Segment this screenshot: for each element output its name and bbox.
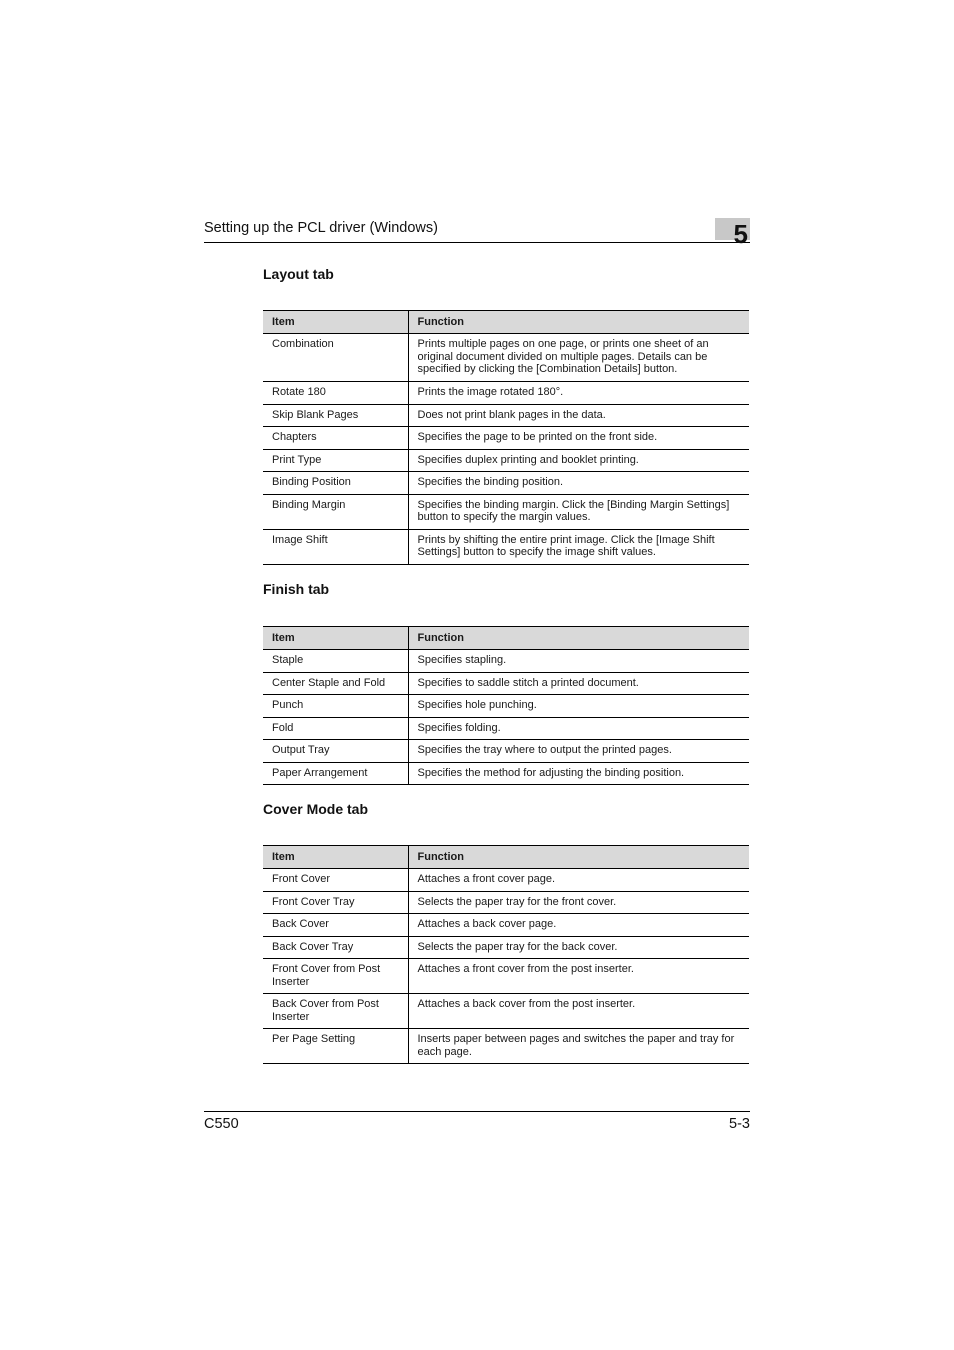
item-cell: Binding Margin	[263, 494, 408, 529]
function-cell: Specifies to saddle stitch a printed document.	[408, 672, 749, 695]
item-cell: Punch	[263, 695, 408, 718]
item-cell: Back Cover from Post Inserter	[263, 994, 408, 1029]
page-header	[204, 216, 750, 249]
column-header-function: Function	[408, 311, 749, 334]
table-row	[263, 891, 749, 914]
item-cell: Image Shift	[263, 529, 408, 564]
table-row	[263, 740, 749, 763]
function-cell: Attaches a front cover page.	[408, 869, 749, 892]
item-cell: Rotate 180	[263, 382, 408, 405]
function-cell: Specifies the method for adjusting the binding position.	[408, 762, 749, 785]
table-row	[263, 472, 749, 495]
item-cell: Front Cover	[263, 869, 408, 892]
table-row	[263, 869, 749, 892]
item-cell: Front Cover from Post Inserter	[263, 959, 408, 994]
layout-tab-table	[263, 310, 749, 565]
item-cell: Binding Position	[263, 472, 408, 495]
function-cell: Specifies folding.	[408, 717, 749, 740]
function-cell: Prints multiple pages on one page, or prints one sheet of an original document divided on multiple pages. Details can be specified by clicking the [Combination Details] button.	[408, 334, 749, 382]
table-header-row	[263, 846, 749, 869]
item-cell: Paper Arrangement	[263, 762, 408, 785]
item-cell: Skip Blank Pages	[263, 404, 408, 427]
function-cell: Specifies the binding margin. Click the [Binding Margin Settings] button to specify the margin values.	[408, 494, 749, 529]
item-cell: Combination	[263, 334, 408, 382]
table-row	[263, 959, 749, 994]
table-row	[263, 717, 749, 740]
item-cell: Print Type	[263, 449, 408, 472]
function-cell: Specifies the page to be printed on the front side.	[408, 427, 749, 450]
cover-mode-tab-table	[263, 845, 749, 1064]
column-header-item: Item	[263, 311, 408, 334]
section-heading-finish: Finish tab	[263, 581, 330, 597]
finish-tab-table	[263, 626, 749, 785]
item-cell: Back Cover Tray	[263, 936, 408, 959]
column-header-item: Item	[263, 627, 408, 650]
table-row	[263, 695, 749, 718]
item-cell: Chapters	[263, 427, 408, 450]
table-header-row	[263, 627, 749, 650]
chapter-number: 5	[733, 219, 748, 249]
function-cell: Specifies hole punching.	[408, 695, 749, 718]
function-cell: Attaches a front cover from the post inserter.	[408, 959, 749, 994]
table-row	[263, 494, 749, 529]
table-header-row	[263, 311, 749, 334]
item-cell: Output Tray	[263, 740, 408, 763]
footer-page-number: 5-3	[729, 1116, 750, 1132]
item-cell: Per Page Setting	[263, 1029, 408, 1064]
function-cell: Attaches a back cover from the post inserter.	[408, 994, 749, 1029]
function-cell: Selects the paper tray for the back cover.	[408, 936, 749, 959]
function-cell: Selects the paper tray for the front cover.	[408, 891, 749, 914]
item-cell: Center Staple and Fold	[263, 672, 408, 695]
table-row	[263, 1029, 749, 1064]
function-cell: Inserts paper between pages and switches the paper and tray for each page.	[408, 1029, 749, 1064]
running-title: Setting up the PCL driver (Windows)	[204, 220, 438, 236]
table-row	[263, 672, 749, 695]
function-cell: Prints by shifting the entire print image. Click the [Image Shift Settings] button to specify the image shift values.	[408, 529, 749, 564]
item-cell: Fold	[263, 717, 408, 740]
footer-model: C550	[204, 1116, 239, 1132]
page-footer	[204, 1111, 750, 1136]
table-row	[263, 994, 749, 1029]
table-row	[263, 529, 749, 564]
function-cell: Does not print blank pages in the data.	[408, 404, 749, 427]
table-row	[263, 762, 749, 785]
table-row	[263, 914, 749, 937]
table-row	[263, 936, 749, 959]
function-cell: Specifies the tray where to output the printed pages.	[408, 740, 749, 763]
function-cell: Specifies duplex printing and booklet printing.	[408, 449, 749, 472]
function-cell: Specifies stapling.	[408, 650, 749, 673]
section-heading-layout: Layout tab	[263, 266, 334, 282]
function-cell: Prints the image rotated 180°.	[408, 382, 749, 405]
column-header-function: Function	[408, 846, 749, 869]
column-header-item: Item	[263, 846, 408, 869]
table-row	[263, 404, 749, 427]
column-header-function: Function	[408, 627, 749, 650]
function-cell: Specifies the binding position.	[408, 472, 749, 495]
table-row	[263, 334, 749, 382]
section-heading-cover-mode: Cover Mode tab	[263, 801, 369, 817]
table-row	[263, 382, 749, 405]
chapter-badge	[715, 218, 750, 249]
table-row	[263, 650, 749, 673]
item-cell: Staple	[263, 650, 408, 673]
table-row	[263, 449, 749, 472]
table-row	[263, 427, 749, 450]
item-cell: Back Cover	[263, 914, 408, 937]
function-cell: Attaches a back cover page.	[408, 914, 749, 937]
item-cell: Front Cover Tray	[263, 891, 408, 914]
